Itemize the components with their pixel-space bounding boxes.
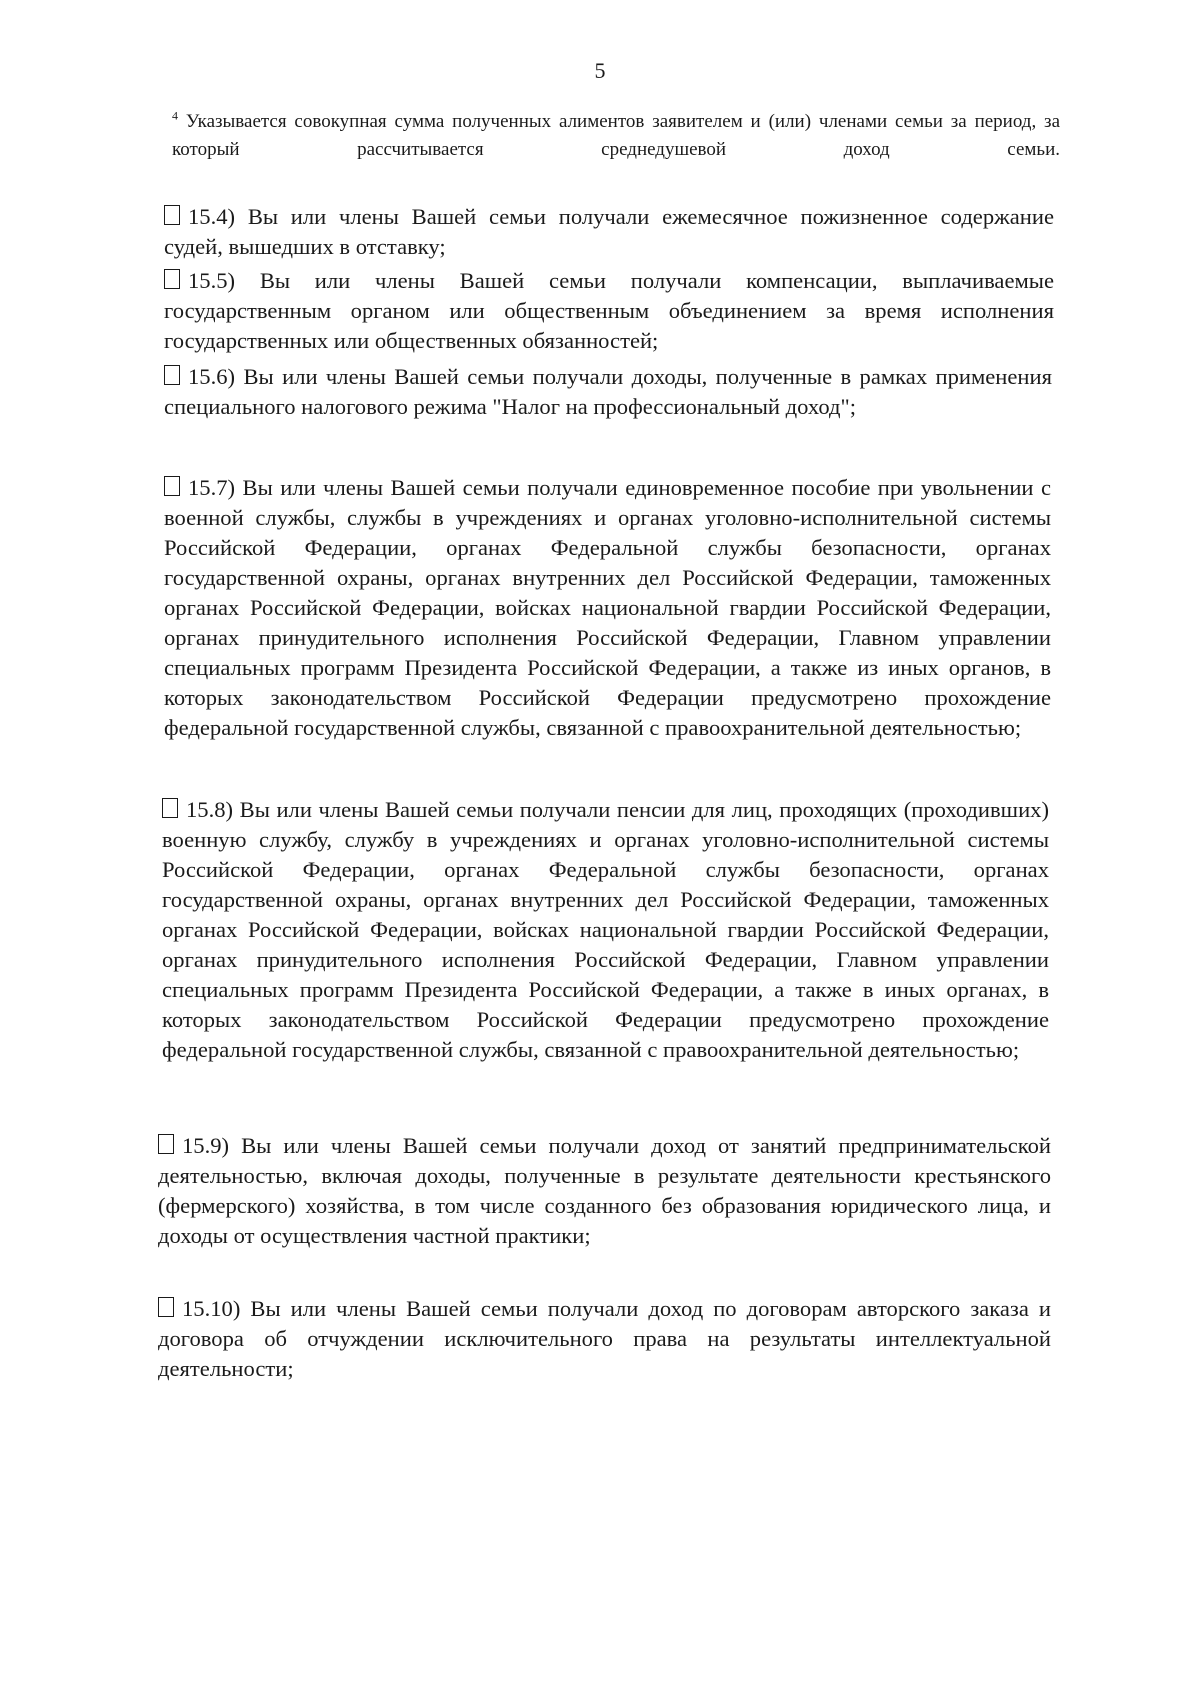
item-text: Вы или члены Вашей семьи получали доходы, полученные в рамках применения специального налогового режима "Налог на профессиональный доход";	[164, 364, 1052, 419]
question-item-15-9	[158, 1131, 1051, 1251]
question-item-15-10	[158, 1294, 1051, 1384]
question-item-15-5	[164, 266, 1054, 356]
item-text: Вы или члены Вашей семьи получали доход от занятий предпринимательской деятельностью, включая доходы, полученные в результате деятельности крестьянского (фермерского) хозяйства, в том числе созданного без образования юридического лица, и доходы от осуществления частной практики;	[158, 1133, 1051, 1248]
answer-checkbox[interactable]	[164, 365, 180, 385]
item-number: 15.6)	[188, 364, 236, 389]
answer-checkbox[interactable]	[164, 269, 180, 289]
question-item-15-6	[164, 362, 1052, 422]
item-text: Вы или члены Вашей семьи получали ежемесячное пожизненное содержание судей, вышедших в отставку;	[164, 204, 1054, 259]
item-text: Вы или члены Вашей семьи получали доход по договорам авторского заказа и договора об отчуждении исключительного права на результаты интеллектуальной деятельности;	[158, 1296, 1051, 1381]
item-number: 15.9)	[182, 1133, 230, 1158]
item-text: Вы или члены Вашей семьи получали компенсации, выплачиваемые государственным органом или общественным объединением за время исполнения государственных или общественных обязанностей;	[164, 268, 1054, 353]
question-item-15-8	[162, 795, 1049, 1065]
question-item-15-7	[164, 473, 1051, 743]
item-text: Вы или члены Вашей семьи получали единовременное пособие при увольнении с военной службы, службы в учреждениях и органах уголовно-исполнительной системы Российской Федерации, органах Федеральной службы безопасности, органах государственной охраны, органах внутренних дел Российской Федерации, таможенных органах Российской Федерации, войсках национальной гвардии Российской Федерации, органах принудительного исполнения Российской Федерации, Главном управлении специальных программ Президента Российской Федерации, а также из иных органов, в которых законодательством Российской Федерации предусмотрено прохождение федеральной государственной службы, связанной с правоохранительной деятельностью;	[164, 475, 1052, 740]
footnote-marker: 4	[172, 108, 178, 123]
item-number: 15.5)	[188, 268, 236, 293]
answer-checkbox[interactable]	[162, 798, 178, 818]
item-text: Вы или члены Вашей семьи получали пенсии для лиц, проходящих (проходивших) военную службу, службу в учреждениях и органах уголовно-исполнительной системы Российской Федерации, органах Федеральной службы безопасности, органах государственной охраны, органах внутренних дел Российской Федерации, таможенных органах Российской Федерации, войсках национальной гвардии Российской Федерации, органах принудительного исполнения Российской Федерации, Главном управлении специальных программ Президента Российской Федерации, а также в иных органах, в которых законодательством Российской Федерации предусмотрено прохождение федеральной государственной службы, связанной с правоохранительной деятельностью;	[162, 797, 1049, 1062]
item-number: 15.10)	[182, 1296, 241, 1321]
page-number: 5	[594, 58, 606, 83]
answer-checkbox[interactable]	[158, 1134, 174, 1154]
question-item-15-4	[164, 202, 1054, 262]
footnote	[172, 108, 1060, 164]
item-number: 15.8)	[186, 797, 234, 822]
item-number: 15.4)	[188, 204, 236, 229]
answer-checkbox[interactable]	[164, 205, 180, 225]
answer-checkbox[interactable]	[158, 1297, 174, 1317]
answer-checkbox[interactable]	[164, 476, 180, 496]
footnote-text: Указывается совокупная сумма полученных алиментов заявителем и (или) членами семьи за период, за который рассчитывается среднедушевой доход семьи.	[172, 111, 1061, 160]
item-number: 15.7)	[188, 475, 236, 500]
